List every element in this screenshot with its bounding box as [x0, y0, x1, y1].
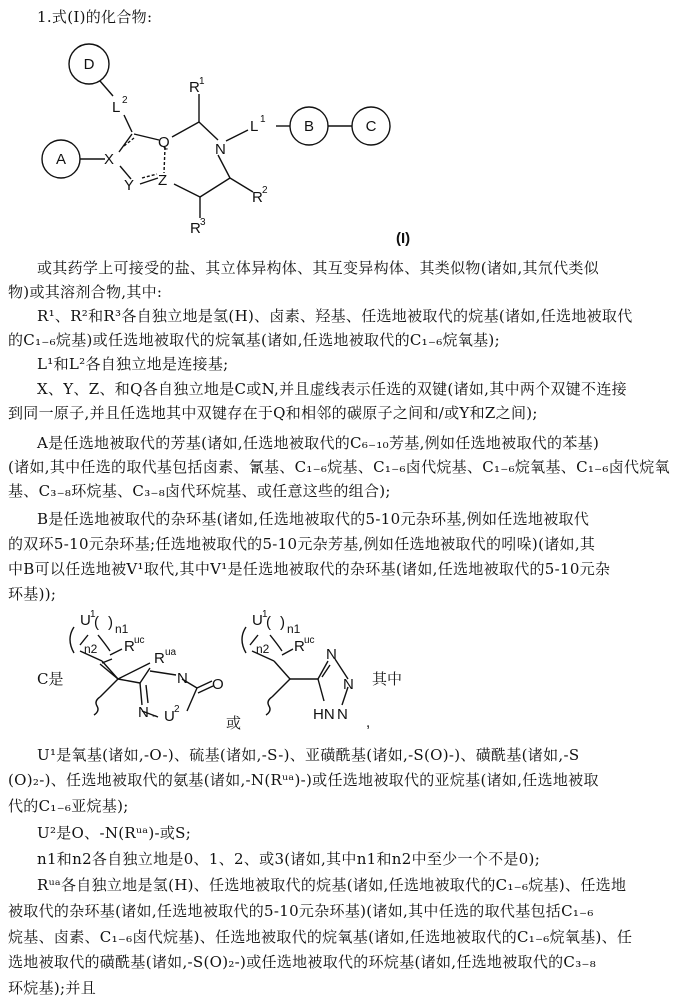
s1-rua-sup: ua [165, 647, 177, 658]
atom-r1-sup: 1 [199, 76, 205, 87]
s1-u2: U [164, 708, 175, 725]
atom-l2-sup: 2 [122, 95, 128, 106]
atom-l1: L [250, 118, 259, 135]
ring-c-label: C [365, 118, 377, 135]
text-line-13: 中B可以任选地被V¹取代,其中V¹是任选地被取代的杂环基(诸如,任选地被取代的5-10元杂 [8, 560, 611, 578]
s2-ruc-sup: uc [304, 635, 315, 646]
text-line-9: (诸如,其中任选的取代基包括卤素、氰基、C₁₋₆烷基、C₁₋₆卤代烷基、C₁₋₆烷氧基、C₁₋₆卤代烷氧 [8, 458, 670, 476]
text-line-23: 选地被取代的磺酰基(诸如,-S(O)₂-)或任选地被取代的环烷基(诸如,任选地被取代的C₃₋₈ [8, 953, 597, 971]
s1-o: O [212, 676, 224, 693]
s1-n1: n1 [115, 622, 129, 636]
s2-paren-open: ( [266, 614, 271, 631]
ring-b-label: B [303, 118, 315, 135]
s2-comma: , [366, 714, 371, 731]
atom-y: Y [124, 177, 135, 194]
s1-ruc: R [124, 638, 135, 655]
c-is-label: C是 [37, 670, 64, 688]
structure-c-options [0, 605, 682, 745]
atom-l2: L [112, 99, 121, 116]
s2-u1-sup: 1 [262, 609, 268, 620]
text-line-21: 被取代的杂环基(诸如,任选地被取代的5-10元杂环基)(诸如,其中任选的取代基包括C₁₋₆ [8, 902, 594, 920]
text-line-22: 烷基、卤素、C₁₋₆卤代烷基)、任选地被取代的烷氧基(诸如,任选地被取代的C₁₋₆烷氧基)、任 [8, 928, 633, 946]
atom-x: X [104, 151, 115, 168]
s2-ruc: R [294, 638, 305, 655]
s1-paren-open: ( [94, 614, 99, 631]
text-line-14: 环基)); [8, 585, 57, 603]
atom-q: Q [158, 134, 170, 151]
claim-heading: 1.式(I)的化合物: [37, 8, 153, 26]
text-line-17: 代的C₁₋₆亚烷基); [8, 797, 129, 815]
s2-u1: U [252, 612, 263, 629]
s2-n-right: N [343, 676, 354, 693]
s2-n1: n1 [287, 622, 301, 636]
s2-n-top: N [326, 646, 337, 663]
s2-n2: n2 [256, 642, 270, 656]
s2-n-bottom: N [337, 706, 348, 723]
atom-z: Z [158, 172, 168, 189]
s2-paren-close: ) [280, 614, 285, 631]
text-line-8: A是任选地被取代的芳基(诸如,任选地被取代的C₆₋₁₀芳基,例如任选地被取代的苯基) [37, 434, 600, 452]
text-line-10: 基、C₃₋₈环烷基、C₃₋₈卤代环烷基、或任意这些的组合); [8, 482, 391, 500]
atom-r1: R [189, 79, 200, 96]
s1-n-lower: N [138, 704, 149, 721]
atom-n: N [215, 141, 226, 158]
s1-ruc-sup: uc [134, 635, 145, 646]
atom-r2: R [252, 189, 263, 206]
where-label: 其中 [372, 670, 403, 688]
s1-rua: R [154, 650, 165, 667]
text-line-1: 或其药学上可接受的盐、其立体异构体、其互变异构体、其类似物(诸如,其氘代类似 [37, 259, 600, 277]
text-line-4: 的C₁₋₆烷基)或任选地被取代的烷氧基(诸如,任选地被取代的C₁₋₆烷氧基); [8, 331, 500, 349]
text-line-12: 的双环5-10元杂环基;任选地被取代的5-10元杂芳基,例如任选地被取代的吲哚)(诸如,其 [8, 535, 596, 553]
text-line-24: 环烷基);并且 [8, 979, 97, 997]
atom-r3-sup: 3 [200, 217, 206, 228]
or-label: 或 [226, 715, 242, 732]
text-line-3: R¹、R²和R³各自独立地是氢(H)、卤素、羟基、任选地被取代的烷基(诸如,任选地被取代 [37, 307, 633, 325]
atom-r2-sup: 2 [262, 185, 268, 196]
text-line-18: U²是O、-N(Rᵘᵃ)-或S; [37, 824, 192, 842]
s1-u2-sup: 2 [174, 704, 180, 715]
text-line-2: 物)或其溶剂合物,其中: [8, 283, 163, 301]
ring-d-label: D [83, 56, 95, 73]
atom-l1-sup: 1 [260, 114, 266, 125]
text-line-11: B是任选地被取代的杂环基(诸如,任选地被取代的5-10元杂环基,例如任选地被取代 [37, 510, 590, 528]
text-line-19: n1和n2各自独立地是0、1、2、或3(诸如,其中n1和n2中至少一个不是0); [37, 850, 541, 868]
formula-label: (I) [396, 230, 411, 247]
s2-nh: HN [313, 706, 335, 723]
s1-paren-close: ) [108, 614, 113, 631]
s1-n2: n2 [84, 642, 98, 656]
text-line-15: U¹是氧基(诸如,-O-)、硫基(诸如,-S-)、亚磺酰基(诸如,-S(O)-)、磺酰基(诸如,-S [37, 746, 580, 764]
atom-r3: R [190, 220, 201, 237]
ring-a-label: A [55, 151, 67, 168]
text-line-5: L¹和L²各自独立地是连接基; [37, 355, 229, 373]
structure-formula-i [0, 30, 682, 280]
text-line-6: X、Y、Z、和Q各自独立地是C或N,并且虚线表示任选的双键(诸如,其中两个双键不连接 [37, 380, 627, 398]
s1-dash: - [152, 707, 157, 724]
s1-u1: U [80, 612, 91, 629]
text-line-16: (O)₂-)、任选地被取代的氨基(诸如,-N(Rᵘᵃ)-)或任选地被取代的亚烷基(诸如,任选地被取 [8, 771, 599, 789]
text-line-7: 到同一原子,并且任选地其中双键存在于Q和相邻的碳原子之间和/或Y和Z之间); [8, 404, 538, 422]
s1-n-ring: N [177, 670, 188, 687]
s1-u1-sup: 1 [90, 609, 96, 620]
text-line-20: Rᵘᵃ各自独立地是氢(H)、任选地被取代的烷基(诸如,任选地被取代的C₁₋₆烷基)、任选地 [37, 876, 627, 894]
